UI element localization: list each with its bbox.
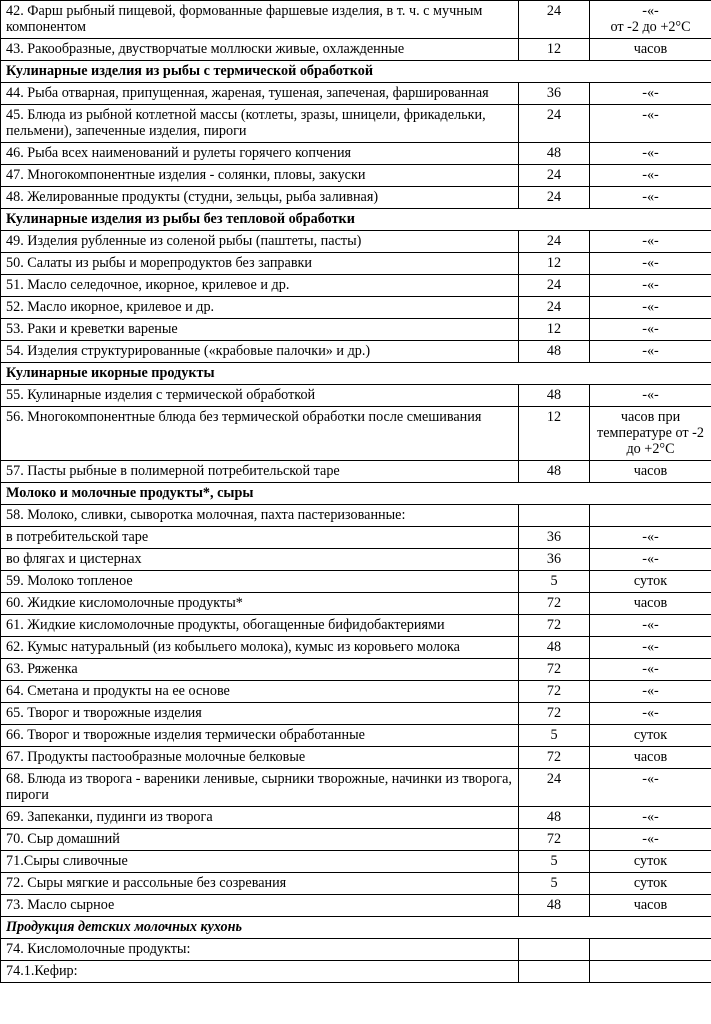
storage-unit-cell: -«- xyxy=(590,165,711,187)
storage-unit-cell: часов xyxy=(590,39,711,61)
storage-unit-cell: -«- xyxy=(590,143,711,165)
product-name-cell: 73. Масло сырное xyxy=(1,895,519,917)
table-row xyxy=(1,725,711,747)
table-row xyxy=(1,939,711,961)
storage-unit-cell: -«- xyxy=(590,807,711,829)
storage-term-cell: 48 xyxy=(519,807,590,829)
storage-unit-cell: -«- xyxy=(590,341,711,363)
product-name-cell: 44. Рыба отварная, припущенная, жареная, тушеная, запеченая, фаршированная xyxy=(1,83,519,105)
storage-term-cell: 48 xyxy=(519,341,590,363)
table-row xyxy=(1,549,711,571)
section-title: Кулинарные икорные продукты xyxy=(1,363,711,385)
table-row xyxy=(1,187,711,209)
product-name-cell: 52. Масло икорное, крилевое и др. xyxy=(1,297,519,319)
product-name-cell: 69. Запеканки, пудинги из творога xyxy=(1,807,519,829)
storage-term-cell: 5 xyxy=(519,725,590,747)
product-name-cell: 42. Фарш рыбный пищевой, формованные фаршевые изделия, в т. ч. с мучным компонентом xyxy=(1,1,519,39)
storage-term-cell: 72 xyxy=(519,681,590,703)
product-name-cell: 45. Блюда из рыбной котлетной массы (котлеты, зразы, шницели, фрикадельки, пельмени), запеченные изделия, пироги xyxy=(1,105,519,143)
table-row xyxy=(1,961,711,983)
section-header-row xyxy=(1,917,711,939)
storage-term-cell: 72 xyxy=(519,659,590,681)
storage-term-cell: 5 xyxy=(519,851,590,873)
storage-unit-cell: -«- xyxy=(590,615,711,637)
table-row xyxy=(1,873,711,895)
storage-term-cell: 48 xyxy=(519,143,590,165)
storage-unit-cell: -«- xyxy=(590,253,711,275)
table-row xyxy=(1,615,711,637)
section-title: Продукция детских молочных кухонь xyxy=(1,917,711,939)
product-name-cell: 71.Сыры сливочные xyxy=(1,851,519,873)
product-name-cell: 57. Пасты рыбные в полимерной потребительской таре xyxy=(1,461,519,483)
product-name-cell: 74.1.Кефир: xyxy=(1,961,519,983)
table-row xyxy=(1,385,711,407)
table-row xyxy=(1,593,711,615)
storage-term-cell: 48 xyxy=(519,895,590,917)
storage-unit-cell: -«- xyxy=(590,297,711,319)
table-row xyxy=(1,851,711,873)
product-name-cell: 65. Творог и творожные изделия xyxy=(1,703,519,725)
table-row xyxy=(1,807,711,829)
storage-term-cell: 36 xyxy=(519,527,590,549)
storage-unit-cell: -«- xyxy=(590,275,711,297)
product-name-cell: 51. Масло селедочное, икорное, крилевое и др. xyxy=(1,275,519,297)
storage-unit-cell: -«- xyxy=(590,527,711,549)
storage-unit-cell: -«- xyxy=(590,769,711,807)
table-row xyxy=(1,769,711,807)
storage-unit-cell: -«- xyxy=(590,829,711,851)
product-name-cell: 50. Салаты из рыбы и морепродуктов без заправки xyxy=(1,253,519,275)
storage-unit-cell: -«- xyxy=(590,319,711,341)
table-row xyxy=(1,275,711,297)
product-name-cell: 62. Кумыс натуральный (из кобыльего молока), кумыс из коровьего молока xyxy=(1,637,519,659)
storage-term-cell: 24 xyxy=(519,231,590,253)
storage-term-cell: 36 xyxy=(519,83,590,105)
storage-unit-cell: -«- xyxy=(590,385,711,407)
storage-unit-cell: -«- xyxy=(590,703,711,725)
table-row xyxy=(1,407,711,461)
storage-term-cell xyxy=(519,505,590,527)
table-row xyxy=(1,253,711,275)
product-name-cell: 54. Изделия структурированные («крабовые палочки» и др.) xyxy=(1,341,519,363)
table-row xyxy=(1,39,711,61)
table-row xyxy=(1,297,711,319)
section-title: Кулинарные изделия из рыбы с термической обработкой xyxy=(1,61,711,83)
table-row xyxy=(1,341,711,363)
product-name-cell: 61. Жидкие кисломолочные продукты, обогащенные бифидобактериями xyxy=(1,615,519,637)
storage-unit-cell: -«- xyxy=(590,105,711,143)
storage-term-cell xyxy=(519,939,590,961)
product-name-cell: 66. Творог и творожные изделия термически обработанные xyxy=(1,725,519,747)
product-name-cell: 60. Жидкие кисломолочные продукты* xyxy=(1,593,519,615)
storage-unit-cell xyxy=(590,505,711,527)
storage-unit-cell: суток xyxy=(590,873,711,895)
table-row xyxy=(1,83,711,105)
table-row xyxy=(1,703,711,725)
storage-unit-cell: суток xyxy=(590,571,711,593)
product-name-cell: 70. Сыр домашний xyxy=(1,829,519,851)
storage-term-cell: 72 xyxy=(519,593,590,615)
section-header-row xyxy=(1,483,711,505)
section-title: Кулинарные изделия из рыбы без тепловой обработки xyxy=(1,209,711,231)
table-row xyxy=(1,829,711,851)
storage-term-cell: 72 xyxy=(519,703,590,725)
table-row xyxy=(1,231,711,253)
product-name-cell: 46. Рыба всех наименований и рулеты горячего копчения xyxy=(1,143,519,165)
storage-term-cell: 72 xyxy=(519,829,590,851)
storage-term-cell: 72 xyxy=(519,615,590,637)
product-name-cell: 74. Кисломолочные продукты: xyxy=(1,939,519,961)
storage-term-cell: 5 xyxy=(519,873,590,895)
storage-term-cell: 5 xyxy=(519,571,590,593)
table-row xyxy=(1,105,711,143)
section-title: Молоко и молочные продукты*, сыры xyxy=(1,483,711,505)
storage-unit-cell: -«- xyxy=(590,187,711,209)
storage-unit-cell xyxy=(590,961,711,983)
storage-term-cell: 72 xyxy=(519,747,590,769)
storage-unit-cell: -«- xyxy=(590,659,711,681)
storage-term-cell: 24 xyxy=(519,275,590,297)
storage-unit-cell: -«- от -2 до +2°C xyxy=(590,1,711,39)
table-row xyxy=(1,143,711,165)
product-name-cell: во флягах и цистернах xyxy=(1,549,519,571)
product-name-cell: 58. Молоко, сливки, сыворотка молочная, пахта пастеризованные: xyxy=(1,505,519,527)
product-name-cell: в потребительской таре xyxy=(1,527,519,549)
storage-unit-cell: часов xyxy=(590,593,711,615)
table-row xyxy=(1,895,711,917)
storage-term-cell: 48 xyxy=(519,385,590,407)
storage-term-cell: 24 xyxy=(519,1,590,39)
table-row xyxy=(1,527,711,549)
storage-term-cell: 12 xyxy=(519,319,590,341)
storage-unit-cell: -«- xyxy=(590,681,711,703)
storage-unit-cell: суток xyxy=(590,725,711,747)
product-name-cell: 68. Блюда из творога - вареники ленивые, сырники творожные, начинки из творога, пироги xyxy=(1,769,519,807)
table-row xyxy=(1,461,711,483)
section-header-row xyxy=(1,209,711,231)
storage-term-cell: 48 xyxy=(519,637,590,659)
storage-term-cell: 36 xyxy=(519,549,590,571)
storage-unit-cell: часов xyxy=(590,747,711,769)
storage-unit-cell: -«- xyxy=(590,231,711,253)
table-row xyxy=(1,571,711,593)
storage-term-cell: 48 xyxy=(519,461,590,483)
product-name-cell: 64. Сметана и продукты на ее основе xyxy=(1,681,519,703)
storage-unit-cell: -«- xyxy=(590,637,711,659)
product-name-cell: 59. Молоко топленое xyxy=(1,571,519,593)
storage-unit-cell: -«- xyxy=(590,83,711,105)
storage-term-cell: 24 xyxy=(519,187,590,209)
table-row xyxy=(1,637,711,659)
table-row xyxy=(1,1,711,39)
product-name-cell: 55. Кулинарные изделия с термической обработкой xyxy=(1,385,519,407)
table-row xyxy=(1,747,711,769)
storage-term-cell: 24 xyxy=(519,297,590,319)
storage-unit-cell: часов xyxy=(590,895,711,917)
storage-unit-cell xyxy=(590,939,711,961)
storage-term-cell: 24 xyxy=(519,769,590,807)
storage-unit-cell: суток xyxy=(590,851,711,873)
product-name-cell: 53. Раки и креветки вареные xyxy=(1,319,519,341)
table-row xyxy=(1,165,711,187)
product-name-cell: 67. Продукты пастообразные молочные белковые xyxy=(1,747,519,769)
table-row xyxy=(1,319,711,341)
product-name-cell: 49. Изделия рубленные из соленой рыбы (паштеты, пасты) xyxy=(1,231,519,253)
storage-term-cell xyxy=(519,961,590,983)
storage-term-cell: 24 xyxy=(519,165,590,187)
section-header-row xyxy=(1,61,711,83)
storage-unit-cell: часов при температуре от -2 до +2°C xyxy=(590,407,711,461)
storage-unit-cell: -«- xyxy=(590,549,711,571)
table-row xyxy=(1,505,711,527)
storage-term-cell: 24 xyxy=(519,105,590,143)
product-name-cell: 56. Многокомпонентные блюда без термической обработки после смешивания xyxy=(1,407,519,461)
storage-term-cell: 12 xyxy=(519,253,590,275)
product-name-cell: 63. Ряженка xyxy=(1,659,519,681)
storage-term-cell: 12 xyxy=(519,407,590,461)
product-name-cell: 47. Многокомпонентные изделия - солянки, пловы, закуски xyxy=(1,165,519,187)
table-row xyxy=(1,659,711,681)
product-name-cell: 43. Ракообразные, двустворчатые моллюски живые, охлажденные xyxy=(1,39,519,61)
table-row xyxy=(1,681,711,703)
product-name-cell: 72. Сыры мягкие и рассольные без созревания xyxy=(1,873,519,895)
section-header-row xyxy=(1,363,711,385)
storage-unit-cell: часов xyxy=(590,461,711,483)
storage-term-cell: 12 xyxy=(519,39,590,61)
product-name-cell: 48. Желированные продукты (студни, зельцы, рыба заливная) xyxy=(1,187,519,209)
